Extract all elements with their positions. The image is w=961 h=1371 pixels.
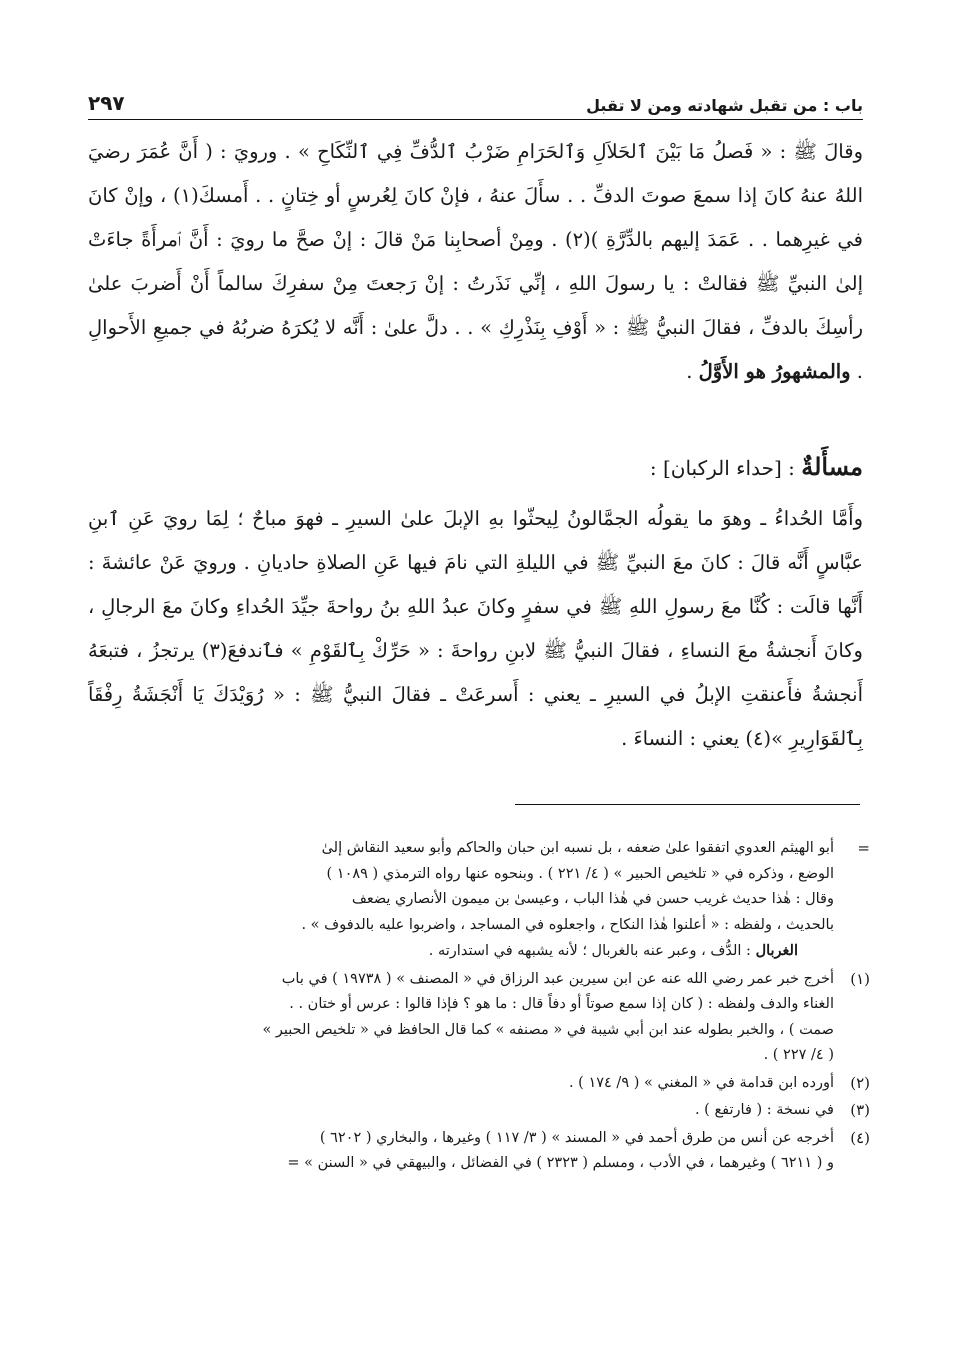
gharbal-text: : الدُّف ، وعبر عنه بالغربال ؛ لأنه يشبهه في استدارته . [428,943,756,959]
footnote-line: أخرج خبر عمر رضي الله عنه عن ابن سيرين عبد الرزاق في « المصنف » ( ١٩٧٣٨ ) في باب [281,970,834,987]
footnote-marker: (٣) [850,1101,870,1119]
footnote-text [80,1071,834,1097]
section-subtitle: : [حداء الركبان] : [649,456,802,480]
footnote-marker: (٤) [850,1128,870,1147]
footnote-continuation [80,836,870,965]
footnote-text [80,967,834,1069]
footnote-line: الغناء والدف ولفظه : ( كان إذا سمع صوتاً أو دفاً قال : ما هو ؟ فإذا قالوا : عرس أو ختان . . [289,996,834,1012]
footnote-text [80,1126,834,1177]
chapter-title: باب : من تقبل شهادته ومن لا تقبل [586,96,863,115]
section-label: مسأَلةٌ [801,452,863,481]
section-heading [88,452,863,483]
page-number: ٢٩٧ [88,91,125,115]
footnote-line: في نسخة : ( فارتفع ) . [694,1102,834,1118]
footnote-4 [80,1126,870,1177]
footnote-line: بالحديث ، ولفظه : « أعلنوا هٰذا النكاح ، واجعلوه في المساجد ، واضربوا عليه بالدفوف » . [301,916,834,933]
footnote-line: أورده ابن قدامة في « المغني » ( ٩/ ١٧٤ ) . [568,1074,834,1091]
footnote-line: أبو الهيثم العدوي اتفقوا علىٰ ضعفه ، بل نسبه ابن حبان والحاكم وأبو سعيد النقاش إلىٰ [321,840,834,856]
paragraph-duff: وقالَ ﷺ : « فَصلُ مَا بَيْنَ ٱلحَلاَلِ وَٱلحَرَامِ ضَرْبُ ٱلدُّفِّ فِي ٱلنِّكَاحِ » . ورويَ : ( أَنَّ عُمَرَ رضيَ اللهُ عنهُ كانَ إذا سمعَ صوتَ الدفِّ . . سأَلَ عنهُ ، فإنْ كانَ لِعُرسٍ أو خِتانٍ . . أَمسكَ(١) ، وإنْ كانَ في غيرِهما . . عَمَدَ إليهم بالدِّرَّةِ )(٢) . ومِنْ أصحابِنا مَنْ قالَ : إنْ صحَّ ما رويَ : أَنَّ ٱمرأَةً جاءَتْ إلىٰ النبيِّ ﷺ فقالتْ : يا رسولَ اللهِ ، إنِّي نَذَرتُ : إنْ رَجعتَ مِنْ سفرِكَ سالماً أَنْ أَضربَ علىٰ رأسِكَ بالدفِّ ، فقالَ النبيُّ ﷺ : « أَوْفِ بِنَذْرِكِ » . . دلَّ علىٰ : أَنَّه لا يُكرَهُ ضربُهُ في جميعِ الأَحوالِ . والمشهورُ هو الأَوَّلُ . [88,140,864,383]
paragraph-huda: وأَمَّا الحُداءُ ـ وهوَ ما يقولُه الجمَّالونُ لِيحثّوا بهِ الإبلَ علىٰ السيرِ ـ فهوَ مباحٌ ؛ لِمَا رويَ عَنِ ٱبنِ عبَّاسٍ أَنَّه قالَ : كانَ معَ النبيِّ ﷺ في الليلةِ التي نامَ فيها عَنِ الصلاةِ حاديانِ . ورويَ عَنْ عائشةَ : أَنَّها قالَت : كُنَّا معَ رسولِ اللهِ ﷺ في سفرٍ وكانَ عبدُ اللهِ بنُ رواحةَ جيِّدَ الحُداءِ وكانَ معَ الرجالِ ، وكانَ أَنجشةُ معَ النساءِ ، فقالَ النبيُّ ﷺ لابنِ رواحةَ : « حَرِّكْ بِٱلقَوْمِ » فٱندفعَ(٣) يرتجزُ ، فتبعَهُ أَنجشةُ فأَعنقتِ الإبلُ في السيرِ ـ يعني : أَسرعَتْ ـ فقالَ النبيُّ ﷺ : « رُوَيْدَكَ يَا أَنْجَشَةُ رِفْقَاً بِٱلقَوَارِيرِ »(٤) يعني : النساءَ . [88,507,863,750]
footnote-text [80,1098,834,1124]
footnote-2 [80,1071,870,1097]
gharbal-label: الغربال [755,942,798,959]
footnote-line: أخرجه عن أنس من طرق أحمد في « المسند » ( ٣/ ١١٧ ) وغيرها ، والبخاري ( ٦٢٠٢ ) [319,1129,834,1146]
footnote-line: و ( ٦٢١١ ) وغيرهما ، في الأدب ، ومسلم ( ٢٣٢٣ ) في الفضائل ، والبيهقي في « السنن » = [287,1155,834,1171]
main-text [88,130,863,761]
footnote-line: صمت ) ، والخبر بطوله عند ابن أبي شيبة في « مصنفه » كما قال الحافظ في « تلخيص الحبير » [262,1021,834,1038]
footnotes [80,836,870,1179]
footnote-3 [80,1098,870,1124]
paragraph-duff-text: وقالَ ﷺ : « فَصلُ مَا بَيْنَ ٱلحَلاَلِ وَٱلحَرَامِ ضَرْبُ ٱلدُّفِّ فِي ٱلنِّكَاحِ » . ورويَ : ( أَنَّ عُمَرَ رضيَ اللهُ عنهُ كانَ إذا سمعَ صوتَ الدفِّ . . سأَلَ عنهُ ، فإنْ كانَ لِعُرسٍ أو خِتانٍ . . أَمسكَ(١) ، وإنْ كانَ في غيرِهما . . عَمَدَ إليهم بالدِّرَّةِ )(٢) . ومِنْ أصحابِنا مَنْ قالَ : إنْ صحَّ ما رويَ : أَنَّ ٱمرأَةً جاءَتْ إلىٰ النبيِّ ﷺ فقالتْ : يا رسولَ اللهِ ، إنِّي نَذَرتُ : إنْ رَجعتَ مِنْ سفرِكَ سالماً أَنْ أَضربَ علىٰ رأسِكَ بالدفِّ ، فقالَ النبيُّ ﷺ : « أَوْفِ بِنَذْرِكِ » . . دلَّ علىٰ : أَنَّه لا يُكرَهُ ضربُهُ في جميعِ الأَحوالِ . [88,140,864,383]
footnote-text [80,836,834,965]
footnote-marker: (٢) [850,1073,870,1092]
footnote-marker: (١) [850,969,870,988]
footnote-line: ( ٤/ ٢٢٧ ) . [763,1047,834,1063]
footnote-marker: = [857,839,870,857]
footnote-line: الوضع ، وذكره في « تلخيص الحبير » ( ٤/ ٢٢١ ) . وبنحوه عنها رواه الترمذي ( ١٠٨٩ ) [326,865,834,882]
footnote-gharbal-line [90,938,834,965]
footnote-1 [80,967,870,1069]
running-header [88,86,863,120]
footnote-line: وقال : هٰذا حديث غريب حسن في هٰذا الباب ، وعيسىٰ بن ميمون الأنصاري يضعف [351,891,834,907]
paragraph-duff-conclusion: والمشهورُ هو الأَوَّلُ [698,360,851,383]
footnote-separator [515,804,860,805]
